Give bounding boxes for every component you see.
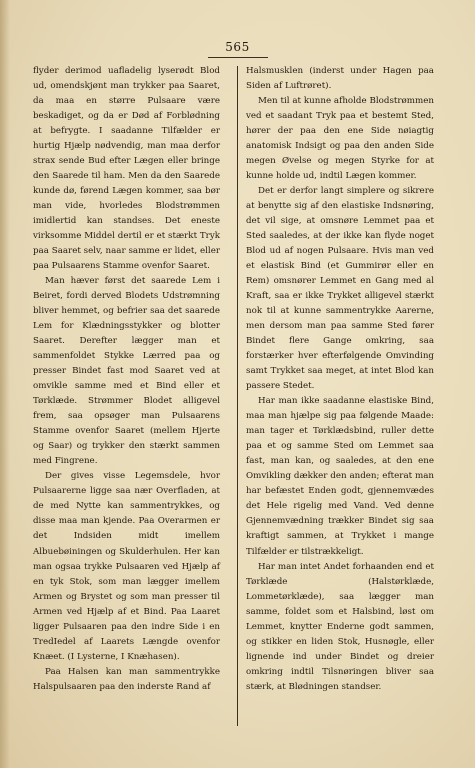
right-column	[246, 64, 434, 695]
paragraph: Har man ikke saadanne elastiske Bind, maa man hjælpe sig paa følgende Maade: man tager et Tørklædsbind, ruller dette paa et og samme Sted om Lemmet saa fast, man kan, og saaledes, at den ene Omvikling dækker den anden; efterat man har befæstet Enden godt, gjennemvædes det Hele rigelig med Vand. Ved denne Gjennemvædning trækker Bindet sig saa kraftigt sammen, at Trykket i mange Tilfælder er tilstrækkeligt.	[246, 396, 434, 557]
paragraph: Har man intet Andet forhaanden end et Tørklæde (Halstørklæde, Lommetørklæde), saa lægger man samme, foldet som et Halsbind, løst om Lemmet, knytter Enderne godt sammen, og stikker en liden Stok, Husnøgle, eller lignende ind under Bindet og dreier omkring indtil Tilsnøringen bliver saa stærk, at Blødningen standser.	[246, 561, 434, 692]
left-column	[33, 64, 220, 695]
paragraph: flyder derimod uafladelig lyserødt Blod ud, omendskjønt man trykker paa Saaret, da maa en større Pulsaare være beskadiget, og da er Død af Forblødning at befrygte. I saadanne Tilfælder er hurtig Hjælp nødvendig, man maa derfor strax sende Bud efter Lægen eller bringe den Saarede til ham. Men da den Saarede kunde dø, førend Lægen kommer, saa bør man vide, hvorledes Blodstrømmen imidlertid kan standses. Det eneste virksomme Middel dertil er et stærkt Tryk paa Saaret selv, naar samme er lidet, eller paa Pulsaarens Stamme ovenfor Saaret.	[33, 66, 220, 272]
column-divider	[237, 66, 238, 726]
paragraph: Paa Halsen kan man sammentrykke Halspulsaaren paa den inderste Rand af	[33, 666, 220, 692]
paragraph: Man hæver først det saarede Lem i Beiret, fordi derved Blodets Udstrømning bliver hemmet, og befrier saa det saarede Lem for Klædningsstykker og blotter Saaret. Derefter lægger man et sammenfoldet Stykke Lærred paa og presser Bindet fast mod Saaret ved at omvikle samme med et Bind eller et Tørklæde. Strømmer Blodet alligevel frem, saa opsøger man Pulsaarens Stamme ovenfor Saaret (mellem Hjerte og Saar) og trykker den stærkt sammen med Fingrene.	[33, 276, 220, 467]
page-spine-shadow	[0, 0, 10, 768]
page-number-rule	[208, 57, 268, 58]
paragraph: Halsmusklen (inderst under Hagen paa Siden af Luftrøret).	[246, 66, 434, 92]
paragraph: Men til at kunne afholde Blodstrømmen ved et saadant Tryk paa et bestemt Sted, hører der paa den ene Side nøiagtig anatomisk Indsigt og paa den anden Side megen Øvelse og megen Styrke for at kunne holde ud, indtil Lægen kommer.	[246, 96, 434, 182]
paragraph: Der gives visse Legemsdele, hvor Pulsaarerne ligge saa nær Overfladen, at de med Nytte kan sammentrykkes, og disse maa man kjende. Paa Overarmen er det Indsiden midt imellem Albuebøiningen og Skulderhulen. Her kan man ogsaa trykke Pulsaaren ved Hjælp af en tyk Stok, som man lægger imellem Armen og Brystet og som man presser til Armen ved Hjælp af et Bind. Paa Laaret ligger Pulsaaren paa den indre Side i en TredIedel af Laarets Længde ovenfor Knæet. (I Lysterne, I Knæhasen).	[33, 471, 220, 662]
paragraph: Det er derfor langt simplere og sikrere at benytte sig af den elastiske Indsnøring, det vil sige, at omsnøre Lemmet paa et Sted saaledes, at der ikke kan flyde noget Blod ud af nogen Pulsaare. Hvis man ved et elastisk Bind (et Gummirør eller en Rem) omsnører Lemmet en Gang med al Kraft, saa er ikke Trykket alligevel stærkt nok til at kunne sammentrykke Aarerne, men dersom man paa samme Sted fører Bindet flere Gange omkring, saa forstærker hver efterfølgende Omvinding samt Trykket saa meget, at intet Blod kan passere Stedet.	[246, 186, 434, 392]
page-number: 565	[225, 40, 250, 54]
